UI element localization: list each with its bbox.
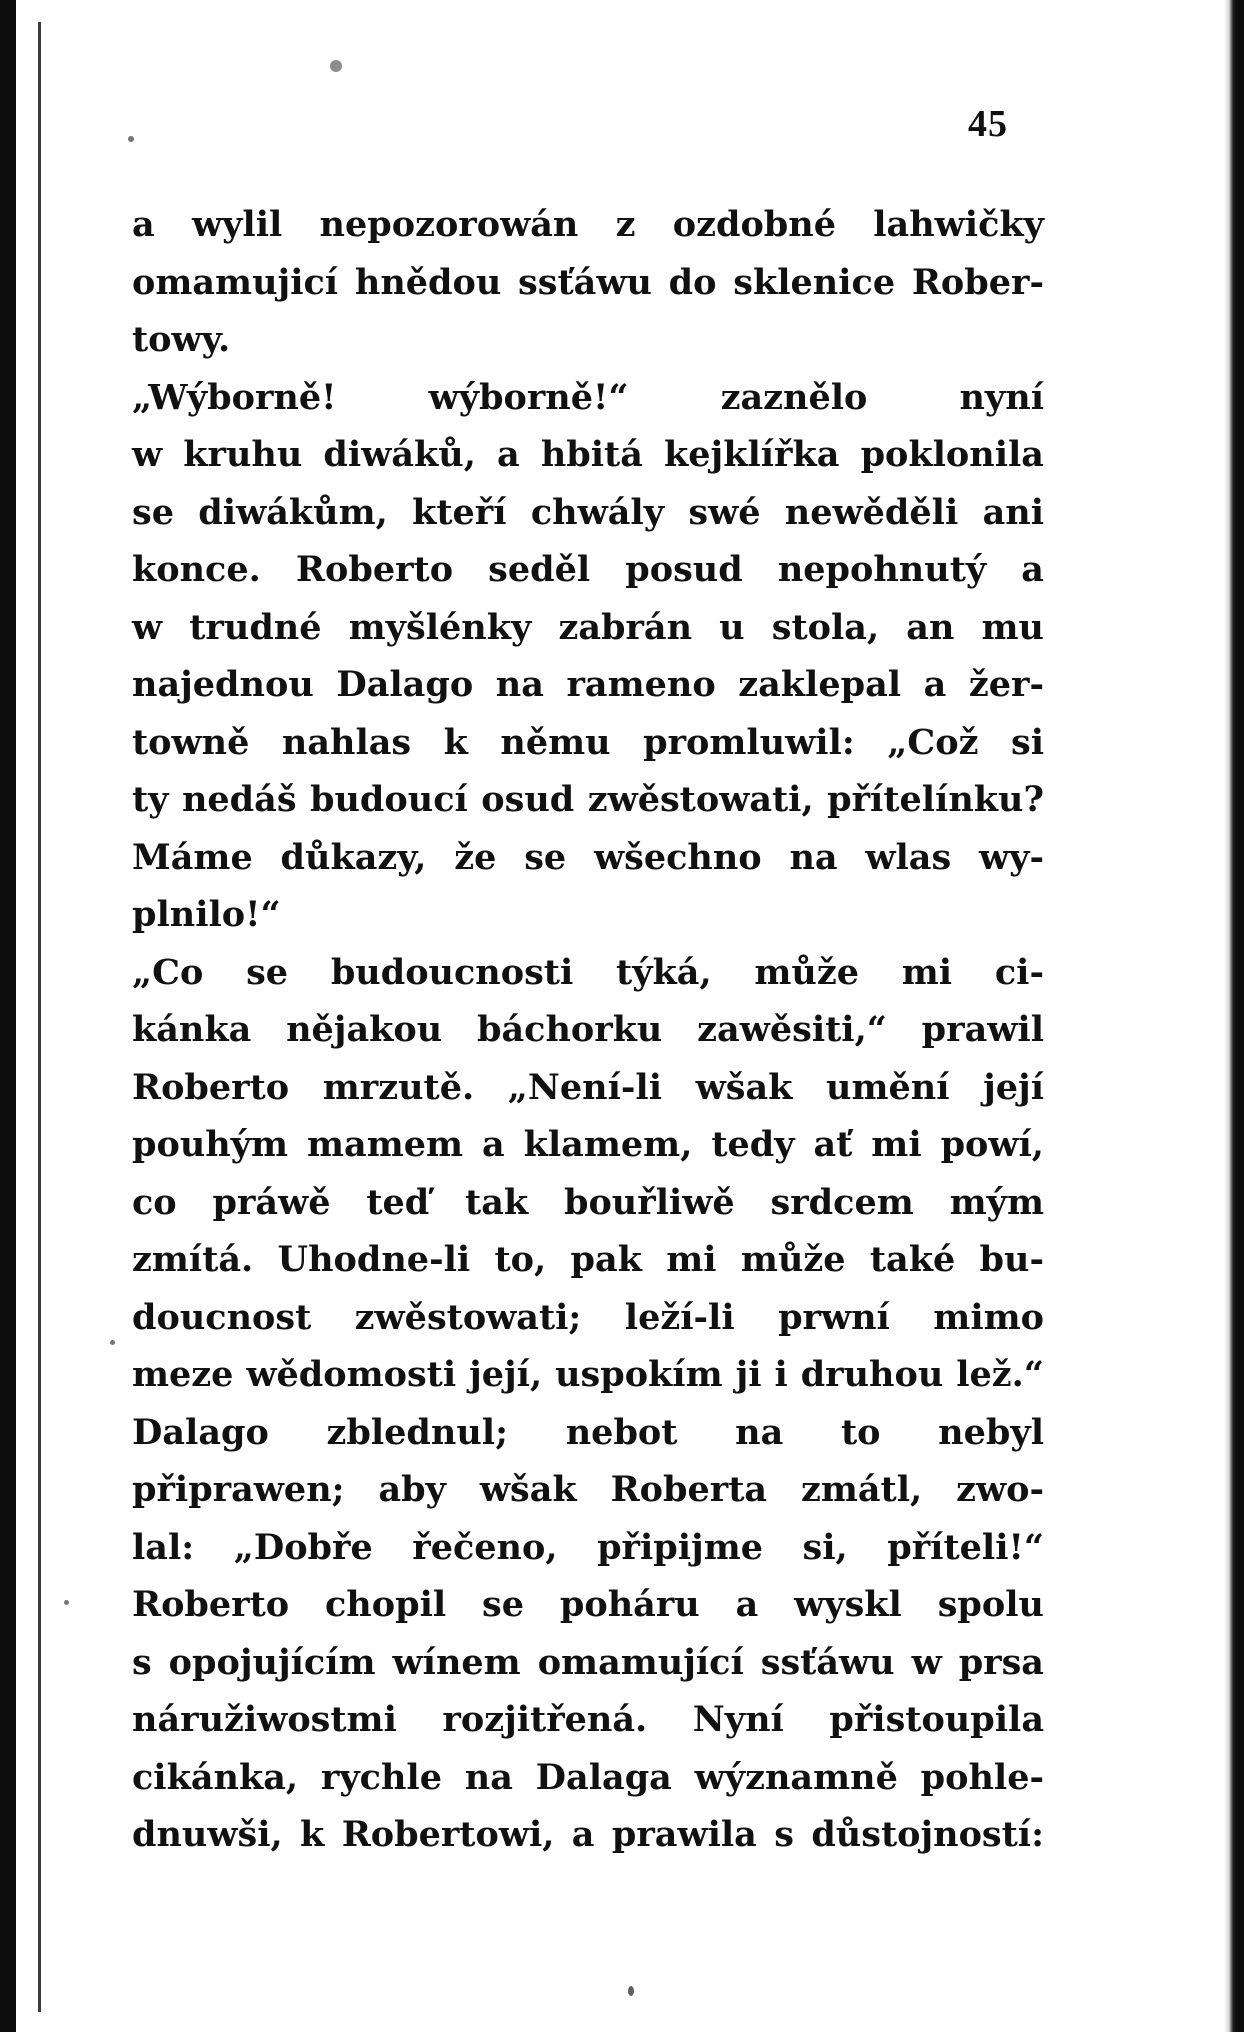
scan-left-rule xyxy=(38,22,41,2012)
text-line: s opojujícím wínem omamující ssťáwu w prsa xyxy=(132,1641,1044,1683)
scan-speck xyxy=(110,1340,115,1345)
text-line: co práwě teď tak bouřliwě srdcem mým xyxy=(132,1181,1044,1223)
text-line: doucnost zwěstowati; leží-li prwní mimo xyxy=(132,1296,1044,1338)
text-line: najednou Dalago na rameno zaklepal a žer- xyxy=(132,664,1044,705)
text-line: ty nedáš budoucí osud zwěstowati, přítelínku? xyxy=(132,779,1044,820)
text-line: „Co se budoucnosti týká, může mi ci- xyxy=(132,951,1044,993)
text-line: w kruhu diwáků, a hbitá kejklířka poklonila xyxy=(132,434,1044,475)
scan-left-border xyxy=(0,0,16,2032)
scan-right-border xyxy=(1224,0,1244,2032)
text-line: towně nahlas k němu promluwil: „Což si xyxy=(132,721,1044,763)
page-number: 45 xyxy=(968,103,1008,145)
scan-speck xyxy=(128,136,134,142)
text-line: Dalago zblednul; nebot na to nebyl xyxy=(132,1411,1044,1453)
text-line: kánka nějakou báchorku zawěsiti,“ prawil xyxy=(132,1009,1044,1050)
text-line: plnilo!“ xyxy=(132,894,281,935)
text-line: lal: „Dobře řečeno, připijme si, příteli!“ xyxy=(132,1526,1044,1568)
scan-speck xyxy=(64,1600,69,1605)
text-line: cikánka, rychle na Dalaga wýznamně pohle- xyxy=(132,1756,1044,1798)
text-line: připrawen; aby wšak Roberta zmátl, zwo- xyxy=(132,1469,1044,1510)
text-line: towy. xyxy=(132,319,231,360)
text-line: Roberto chopil se poháru a wyskl spolu xyxy=(132,1584,1044,1625)
body-text xyxy=(132,196,1044,1864)
text-line: a wylil nepozorowán z ozdobné lahwičky xyxy=(132,204,1044,245)
text-line: „Wýborně! wýborně!“ zaznělo nyní xyxy=(132,376,1044,418)
text-line: náružiwostmi rozjitřená. Nyní přistoupila xyxy=(132,1699,1044,1740)
text-line: pouhým mamem a klamem, tedy ať mi powí, xyxy=(132,1124,1044,1165)
text-line: dnuwši, k Robertowi, a prawila s důstojností: xyxy=(132,1814,1044,1855)
text-line: se diwákům, kteří chwály swé newěděli ani xyxy=(132,491,1044,533)
scan-speck xyxy=(628,1986,634,1996)
text-line: konce. Roberto seděl posud nepohnutý a xyxy=(132,549,1044,590)
text-line: w trudné myšlénky zabrán u stola, an mu xyxy=(132,606,1044,648)
text-line: zmítá. Uhodne-li to, pak mi může také bu- xyxy=(132,1239,1044,1280)
text-line: Roberto mrzutě. „Není-li wšak umění její xyxy=(132,1066,1044,1108)
text-line: omamujicí hnědou ssťáwu do sklenice Rober- xyxy=(132,261,1044,303)
scan-speck xyxy=(330,60,342,72)
text-line: meze wědomosti její, uspokím ji i druhou lež.“ xyxy=(132,1354,1044,1395)
text-line: Máme důkazy, že se wšechno na wlas wy- xyxy=(132,836,1044,878)
